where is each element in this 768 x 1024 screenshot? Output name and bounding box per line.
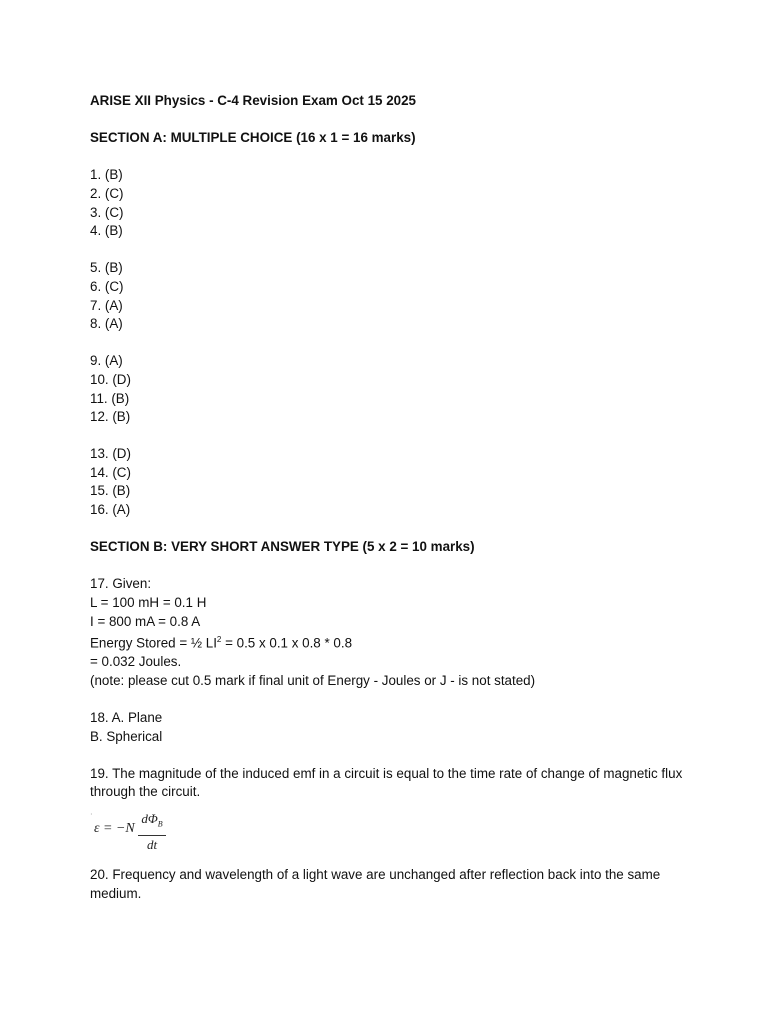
q20-text: 20. Frequency and wavelength of a light wave are unchanged after reflection back into the same medium.	[90, 867, 664, 901]
answer-item: 9. (A)	[90, 353, 123, 369]
answer-item: 7. (A)	[90, 297, 123, 313]
document-page	[90, 92, 690, 903]
answer-item: 4. (B)	[90, 223, 123, 239]
formula-numerator	[138, 810, 166, 834]
answer-item: 15. (B)	[90, 483, 131, 499]
q17-energy-prefix: Energy Stored = ½ LI	[90, 635, 217, 651]
q17-inductance: L = 100 mH = 0.1 H	[90, 595, 207, 611]
formula-numerator-text: dΦ	[141, 811, 158, 827]
question-17	[90, 575, 690, 690]
q17-note: (note: please cut 0.5 mark if final unit of Energy - Joules or J - is not stated)	[90, 672, 536, 688]
q17-energy	[90, 631, 690, 653]
formula-dot: ·	[90, 810, 93, 820]
answer-item: 8. (A)	[90, 316, 123, 332]
answer-item: 2. (C)	[90, 185, 124, 201]
section-a-heading: SECTION A: MULTIPLE CHOICE (16 x 1 = 16 marks)	[90, 130, 416, 146]
formula-denominator: dt	[146, 837, 158, 853]
answer-item: 5. (B)	[90, 260, 123, 276]
answer-item: 14. (C)	[90, 464, 131, 480]
q18-answer-b: B. Spherical	[90, 728, 163, 744]
formula-lhs: ε = −N	[94, 821, 135, 837]
q17-result: = 0.032 Joules.	[90, 654, 182, 670]
answer-item: 3. (C)	[90, 204, 124, 220]
answer-item: 1. (B)	[90, 167, 123, 183]
answer-item: 16. (A)	[90, 502, 131, 518]
faraday-law-formula	[90, 810, 690, 856]
answer-item: 12. (B)	[90, 409, 131, 425]
answer-item: 13. (D)	[90, 446, 131, 462]
formula-subscript: B	[157, 819, 163, 829]
formula-fraction	[138, 810, 166, 855]
question-19	[90, 765, 690, 856]
q17-energy-suffix: = 0.5 x 0.1 x 0.8 * 0.8	[221, 635, 353, 651]
q18-answer-a: 18. A. Plane	[90, 710, 163, 726]
question-18	[90, 709, 690, 746]
answer-item: 10. (D)	[90, 371, 131, 387]
answer-item: 6. (C)	[90, 278, 124, 294]
q17-energy-exponent: 2	[216, 635, 222, 645]
section-b-heading: SECTION B: VERY SHORT ANSWER TYPE (5 x 2 = 10 marks)	[90, 539, 475, 555]
document-title: ARISE XII Physics - C-4 Revision Exam Oct 15 2025	[90, 93, 416, 108]
answer-group-1	[90, 166, 690, 240]
answer-group-3	[90, 352, 690, 426]
answer-group-2	[90, 259, 690, 333]
answer-item: 11. (B)	[90, 390, 130, 406]
q19-text: 19. The magnitude of the induced emf in a circuit is equal to the time rate of change of magnetic flux through the circuit.	[90, 765, 686, 800]
answer-group-4	[90, 445, 690, 519]
q17-current: I = 800 mA = 0.8 A	[90, 613, 201, 629]
q17-given: 17. Given:	[90, 576, 152, 592]
question-20	[90, 866, 690, 903]
